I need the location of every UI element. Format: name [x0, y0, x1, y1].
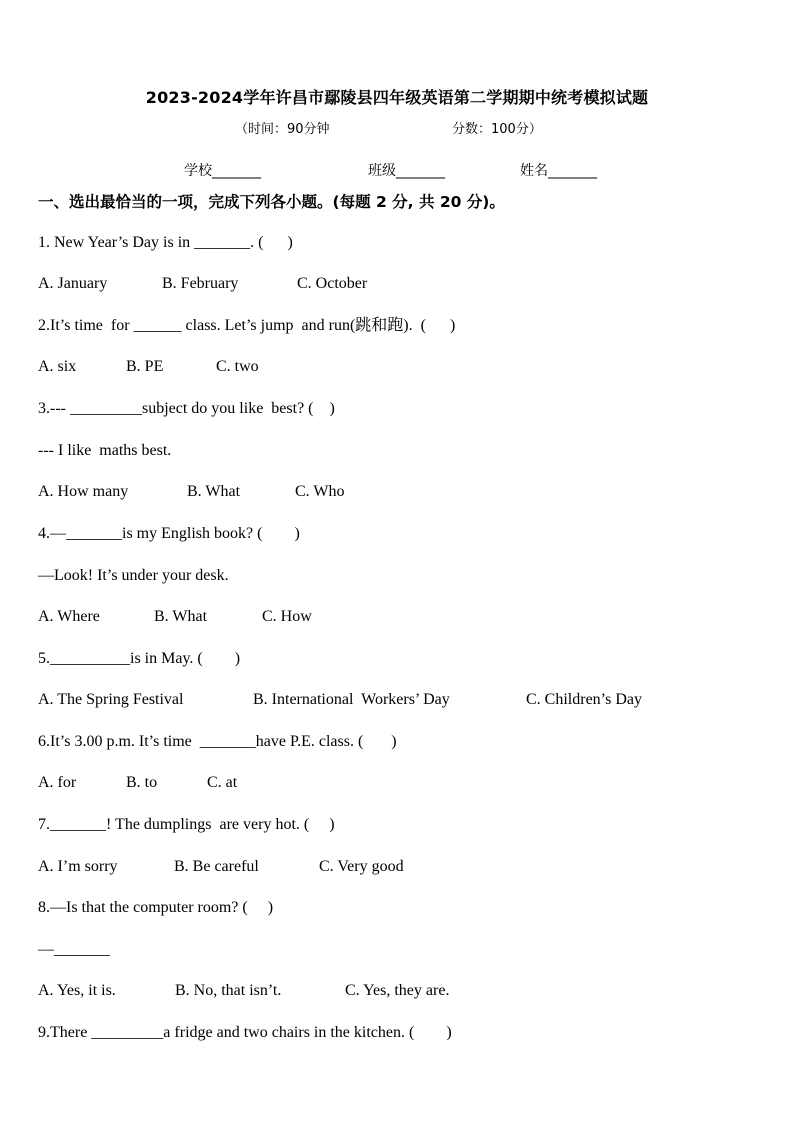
question-7-stem: 7._______! The dumplings are very hot. ( ) — [38, 816, 335, 833]
question-3-extra: --- I like maths best. — [38, 442, 172, 459]
exam-title: 2023-2024学年许昌市鄢陵县四年级英语第二学期期中统考模拟试题 — [145, 88, 649, 107]
question-3-stem: 3.--- _________subject do you like best? ( ) — [38, 400, 335, 417]
question-7-option-a[interactable]: A. I’m sorry — [38, 858, 118, 875]
question-2-option-a[interactable]: A. six — [38, 358, 77, 375]
question-2-option-c[interactable]: C. two — [216, 358, 259, 375]
question-5-option-c[interactable]: C. Children’s Day — [526, 691, 642, 708]
question-2-stem: 2.It’s time for ______ class. Let’s jump and run(跳和跑). ( ) — [38, 317, 456, 334]
name-field[interactable]: 姓名_______ — [520, 163, 597, 179]
question-8-option-a[interactable]: A. Yes, it is. — [38, 982, 116, 999]
question-8-option-c[interactable]: C. Yes, they are. — [345, 982, 450, 999]
exam-time: （时间：90分钟 — [235, 122, 330, 137]
school-field[interactable]: 学校_______ — [184, 163, 261, 179]
question-6-option-c[interactable]: C. at — [207, 774, 238, 791]
question-7-option-b[interactable]: B. Be careful — [174, 858, 259, 875]
question-5-stem: 5.__________is in May. ( ) — [38, 650, 241, 667]
question-5-option-b[interactable]: B. International Workers’ Day — [253, 691, 450, 708]
question-8-stem: 8.—Is that the computer room? ( ) — [38, 899, 274, 916]
question-8-option-b[interactable]: B. No, that isn’t. — [175, 982, 282, 999]
question-8-extra: —_______ — [38, 941, 110, 958]
question-4-option-c[interactable]: C. How — [262, 608, 312, 625]
question-1-option-a[interactable]: A. January — [38, 275, 108, 292]
question-5-option-a[interactable]: A. The Spring Festival — [38, 691, 184, 708]
question-4-option-a[interactable]: A. Where — [38, 608, 100, 625]
question-7-option-c[interactable]: C. Very good — [319, 858, 404, 875]
section-heading: 一、选出最恰当的一项，完成下列各小题。(每题 2 分, 共 20 分)。 — [38, 193, 505, 211]
question-3-option-b[interactable]: B. What — [187, 483, 241, 500]
question-6-stem: 6.It’s 3.00 p.m. It’s time _______have P.E. class. ( ) — [38, 733, 397, 750]
question-2-option-b[interactable]: B. PE — [126, 358, 164, 375]
question-4-extra: —Look! It’s under your desk. — [38, 567, 229, 584]
class-field[interactable]: 班级_______ — [368, 163, 445, 179]
question-1-option-b[interactable]: B. February — [162, 275, 239, 292]
question-4-stem: 4.—_______is my English book? ( ) — [38, 525, 300, 542]
question-9-stem: 9.There _________a fridge and two chairs in the kitchen. ( ) — [38, 1024, 452, 1041]
exam-score: 分数：100分） — [452, 122, 542, 137]
question-6-option-a[interactable]: A. for — [38, 774, 77, 791]
question-1-stem: 1. New Year’s Day is in _______. ( ) — [38, 234, 293, 251]
question-1-option-c[interactable]: C. October — [297, 275, 368, 292]
question-3-option-a[interactable]: A. How many — [38, 483, 129, 500]
question-4-option-b[interactable]: B. What — [154, 608, 208, 625]
question-6-option-b[interactable]: B. to — [126, 774, 158, 791]
question-3-option-c[interactable]: C. Who — [295, 483, 345, 500]
